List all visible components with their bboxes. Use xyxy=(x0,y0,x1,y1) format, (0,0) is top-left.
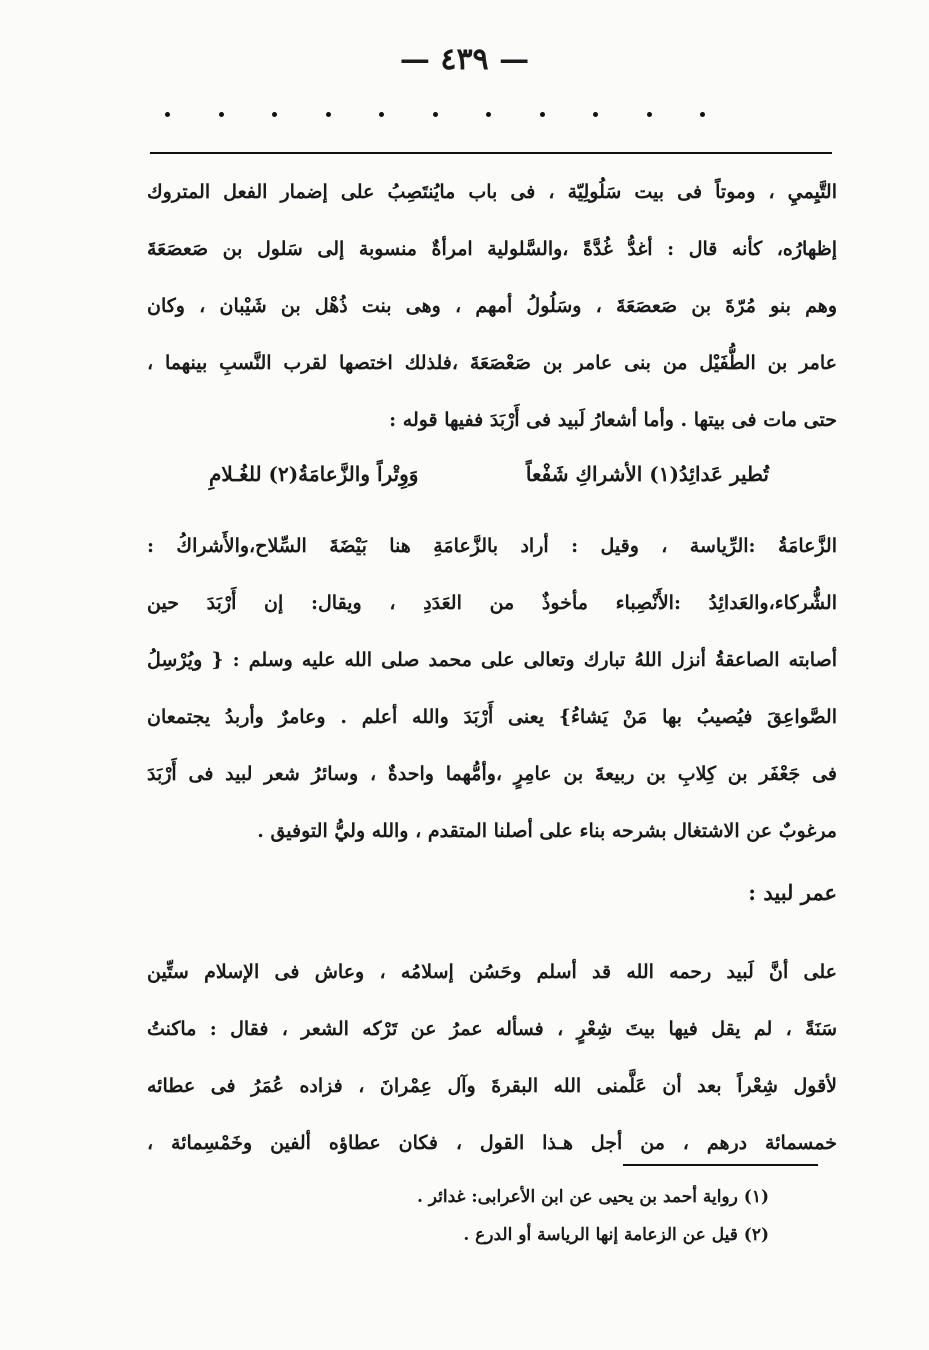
footnote-2: (٢) قيل عن الزعامة إنها الرياسة أو الدرع . xyxy=(463,1225,769,1245)
ornament-dot xyxy=(540,112,545,117)
ornament-dot xyxy=(593,112,598,117)
text-line: أصابته الصاعقةُ أنزل اللهُ تبارك وتعالى على محمد صلى الله عليه وسلم : { ويُرْسِلُ xyxy=(147,649,837,671)
text-line: سَنَةً ، لم يقل فيها بيتَ شِعْرٍ ، فسأله عمرُ عن تَرْكه الشعر ، فقال : ماكنتُ xyxy=(147,1018,837,1040)
text-line: الصَّواعِقَ فيُصيبُ بها مَنْ يَشاءُ} يعنى أَرْبَدَ والله أعلم . وعامرٌ وأربدُ يجتمعان xyxy=(147,706,837,728)
text-line: على أنَّ لَبيد رحمه الله قد أسلم وحَسُن إسلامُه ، وعاش فى الإسلام ستِّين xyxy=(147,961,837,983)
footnote-rule xyxy=(623,1164,818,1166)
ornament-dot xyxy=(486,112,491,117)
verse-hemistich-2: وَوِتْراً والزَّعامَةُ(٢) للغُـلامِ xyxy=(209,462,419,486)
text-line: وهم بنو مُرّةَ بن صَعصَعَةَ ، وسَلُولُ أمهم ، وهى بنت ذُهْل بن شَيْبان ، وكان xyxy=(147,295,837,317)
ornament-dot xyxy=(272,112,277,117)
ornament-dot xyxy=(700,112,705,117)
text-line: لأقول شِعْراً بعد أن عَلَّمنى الله البقرةَ وآل عِمْرانَ ، فزاده عُمَرُ فى عطائه xyxy=(147,1075,837,1097)
ornament-dot xyxy=(165,112,170,117)
page-number: — ٤٣٩ — xyxy=(399,42,530,77)
section-heading: عمر لبيد : xyxy=(748,880,837,905)
text-line: مرغوبٌ عن الاشتغال بشرحه بناء على أصلنا المتقدم ، والله وليُّ التوفيق . xyxy=(257,820,837,842)
ornament-dot xyxy=(647,112,652,117)
paragraph-2 xyxy=(147,518,837,860)
verse-hemistich-1: تُطير عَدائِدُ(١) الأشراكِ شَفْعاً xyxy=(525,462,769,486)
text-line: إظهارُه، كأنه قال : أغدُّ غُدَّةً ،والسَّلولية امرأةٌ منسوبة إلى سَلول بن صَعصَعَةَ xyxy=(147,238,837,260)
header-rule xyxy=(150,152,832,154)
ornament-dots xyxy=(165,112,705,117)
ornament-dot xyxy=(219,112,224,117)
ornament-dot xyxy=(433,112,438,117)
text-line: الزَّعامَةُ :الرِّياسة ، وقيل : أراد بالزَّعامَةِ هنا بَيْضَةَ السِّلاح،والأَشراكُ : xyxy=(147,535,837,557)
text-line: فى جَعْفَر بن كِلابِ بن ربيعةَ بن عامِرٍ ،وأمُّهما واحدةٌ ، وسائرُ شعر لبيد فى أَرْبَدَ xyxy=(147,763,837,785)
text-line: خمسمائة درهم ، من أجل هـذا القول ، فكان عطاؤه ألفين وخَمْسِمائة ، xyxy=(147,1132,837,1154)
text-line: التَّيِميِ ، وموتاً فى بيت سَلُولِيّة ، فى باب مايُنتَصِبُ على إضمار الفعل المتروك xyxy=(147,181,837,203)
footnotes xyxy=(417,1178,769,1254)
text-line: عامر بن الطُّفَيْل من بنى عامر بن صَعْصَعَةَ ،فلذلك اختصها لقرب النَّسبِ بينهما ، xyxy=(147,352,837,374)
footnote-1: (١) رواية أحمد بن يحيى عن ابن الأعرابى: غدائر . xyxy=(416,1187,769,1207)
poetry-verse xyxy=(209,462,769,486)
text-line: الشُّركاء،والعَدائِدُ :الأَنْصِباء مأخوذٌ من العَدَدِ ، ويقال: إن أَرْبَدَ حين xyxy=(147,592,837,614)
text-line: حتى مات فى بيتها . وأما أشعارُ لَبيد فى أَرْبَدَ ففيها قوله : xyxy=(389,409,837,431)
paragraph-1 xyxy=(147,164,837,449)
ornament-dot xyxy=(379,112,384,117)
paragraph-3 xyxy=(147,944,837,1172)
ornament-dot xyxy=(326,112,331,117)
